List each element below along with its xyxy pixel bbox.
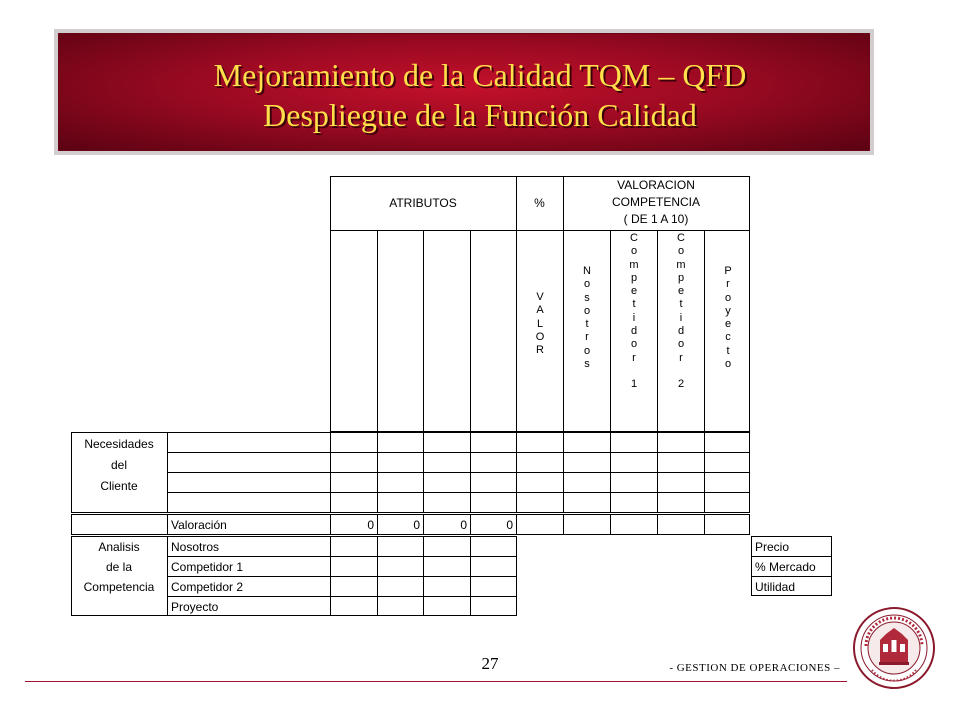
competencia-row-label: Competidor 2 [171, 580, 244, 594]
valor-vertical-label: V A L O R [535, 291, 545, 357]
necesidades-label-line-2: del [110, 458, 127, 472]
valoracion-header-line-2: COMPETENCIA [611, 195, 700, 209]
side-label-utilidad: Utilidad [755, 580, 796, 594]
valoracion-header-line-1: VALORACION [617, 178, 695, 192]
valoracion-row-label: Valoración [171, 518, 227, 532]
footer-course-name: - GESTION DE OPERACIONES – [669, 662, 840, 674]
competencia-row-label: Proyecto [171, 600, 219, 614]
competencia-row-label: Competidor 1 [171, 560, 244, 574]
valoracion-header-line-3: ( DE 1 A 10) [623, 212, 689, 226]
necesidades-label-line-3: Cliente [100, 479, 138, 493]
footer-rule [25, 681, 847, 682]
competidor1-vertical-label: C o m p e t i d o r 1 [629, 232, 639, 391]
nosotros-vertical-label: N o s o t r o s [583, 265, 591, 371]
valoracion-value: 0 [413, 518, 420, 532]
competencia-label-line-2: de la [105, 560, 133, 574]
university-seal-icon [852, 606, 936, 690]
necesidades-label-line-1: Necesidades [84, 437, 154, 451]
slide-title-line-1: Mejoramiento de la Calidad TQM – QFD [213, 57, 747, 93]
valoracion-value: 0 [460, 518, 467, 532]
competencia-label-line-3: Competencia [83, 580, 155, 594]
atributos-header: ATRIBUTOS [389, 196, 457, 210]
proyecto-vertical-label: P r o y e c t o [724, 265, 732, 371]
side-label-precio: Precio [755, 540, 790, 554]
valoracion-value: 0 [506, 518, 513, 532]
competencia-row-label: Nosotros [171, 540, 220, 554]
percent-header: % [534, 196, 545, 210]
competencia-label-line-1: Analisis [98, 540, 140, 554]
slide-title-line-2: Despliegue de la Función Calidad [263, 97, 697, 133]
competidor2-vertical-label: C o m p e t i d o r 2 [676, 232, 686, 391]
page-number: 27 [481, 654, 499, 673]
side-label-mercado: % Mercado [755, 560, 816, 574]
valoracion-value: 0 [367, 518, 374, 532]
